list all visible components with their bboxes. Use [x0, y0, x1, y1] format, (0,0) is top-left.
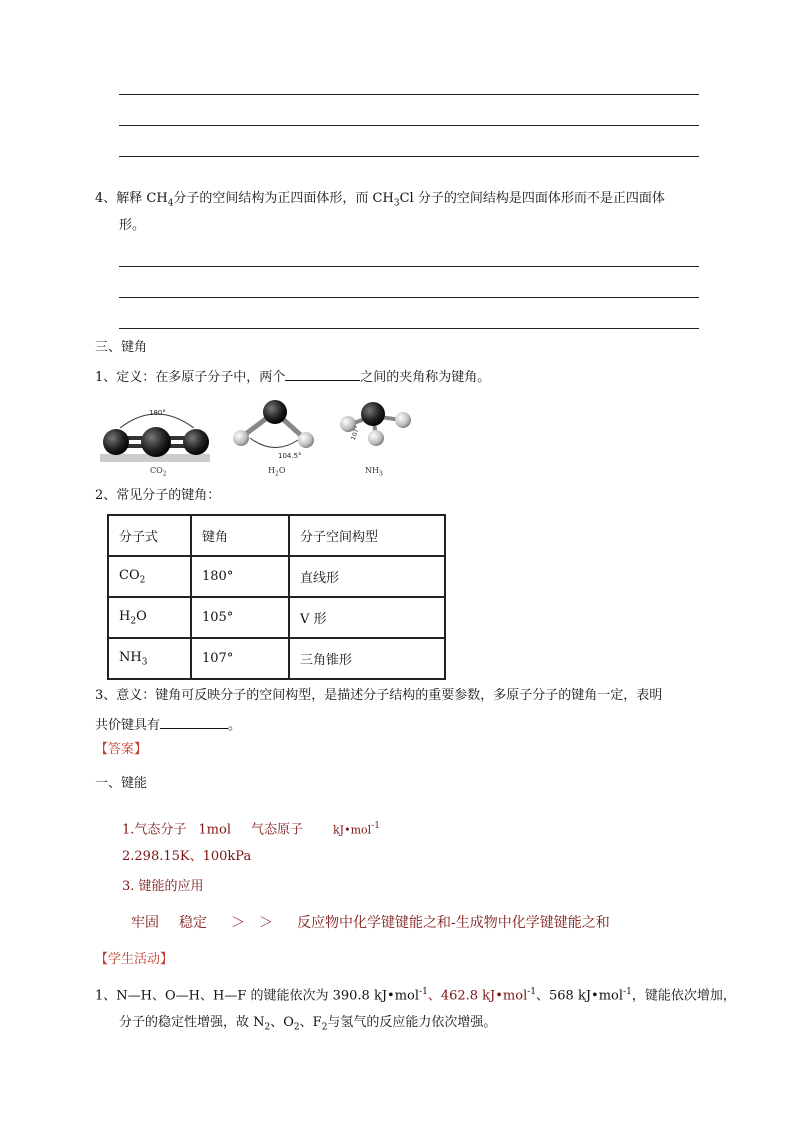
answer-1: 1.气态分子 1mol 气态原子 kJ•mol$^{-1}$: [122, 821, 380, 838]
nh3-angle-label: 107°: [349, 425, 362, 442]
shape-cell: V 形: [289, 597, 445, 638]
table-header-cell: 分子式: [108, 515, 191, 556]
co2-carbon: [141, 427, 171, 457]
angle-cell: 107°: [191, 638, 289, 679]
section-3-title: 三、键角: [95, 340, 148, 355]
question-4-cont: 形。: [119, 218, 146, 233]
co2-caption: $CO_2$: [150, 466, 167, 478]
activity-paragraph-2: 分子的稳定性增强，故 $N_2$、$O_2$、$F_2$与氢气的反应能力依次增强。: [119, 1015, 497, 1033]
answers-section-1: 一、键能: [95, 776, 148, 791]
answer-line-2[interactable]: [119, 125, 699, 126]
h2o-oxygen: [263, 400, 287, 424]
shape-cell: 直线形: [289, 556, 445, 597]
activity-heading: 【学生活动】: [95, 952, 174, 967]
answers-heading: 【答案】: [95, 742, 148, 757]
angle-cell: 180°: [191, 556, 289, 597]
table-header-cell: 键角: [191, 515, 289, 556]
h2o-hydrogen-right: [298, 432, 314, 448]
nh3-hydrogen-3: [368, 430, 384, 446]
answer-3: 3. 键能的应用: [122, 879, 204, 894]
angle-cell: 105°: [191, 597, 289, 638]
answer-line-1[interactable]: [119, 94, 699, 95]
answer-line-4[interactable]: [119, 266, 699, 267]
question-4: 4、解释 $CH_4$分子的空间结构为正四面体形，而 $CH_3Cl$ 分子的空间结构是四面体形而不是正四面体: [95, 191, 665, 209]
h2o-hydrogen-left: [233, 430, 249, 446]
h2o-molecule: [233, 400, 314, 448]
answer-line-6[interactable]: [119, 328, 699, 329]
formula-cell: $CO_2$: [108, 556, 191, 597]
molecule-figure: [98, 398, 418, 476]
activity-paragraph-1: 1、N—H、O—H、H—F 的键能依次为 390.8 kJ•mol$^{-1}$、462.8 kJ•mol$^{-1}$、568 kJ•mol$^{-1}$，键能依次增加，: [95, 987, 736, 1004]
definition-line: 1、定义：在多原子分子中，两个 之间的夹角称为键角。: [95, 366, 490, 387]
meaning-blank[interactable]: [160, 714, 228, 729]
nh3-nitrogen: [361, 402, 385, 426]
table-row: [108, 556, 445, 597]
table-row: [108, 597, 445, 638]
h2o-caption: $H_2O$: [268, 466, 286, 478]
nh3-caption: $NH_3$: [365, 466, 383, 478]
shape-cell: 三角锥形: [289, 638, 445, 679]
meaning-line-2: 共价键具有 。: [95, 714, 241, 735]
h2o-angle-label: 104.5°: [278, 452, 302, 460]
co2-angle-label: 180°: [149, 409, 166, 417]
answer-4: 牢固 稳定 ＞ ＞ 反应物中化学键键能之和-生成物中化学键键能之和: [131, 915, 610, 931]
table-title: 2、常见分子的键角：: [95, 488, 221, 503]
table-header-cell: 分子空间构型: [289, 515, 445, 556]
answer-2: 2.298.15K、100kPa: [122, 849, 252, 864]
table-row: [108, 638, 445, 679]
co2-oxygen-right: [183, 429, 209, 455]
table-header-row: [108, 515, 445, 556]
nh3-hydrogen-2: [395, 412, 411, 428]
answer-line-5[interactable]: [119, 297, 699, 298]
formula-cell: $H_2O$: [108, 597, 191, 638]
answer-line-3[interactable]: [119, 156, 699, 157]
definition-blank[interactable]: [285, 366, 360, 381]
co2-molecule: [103, 414, 209, 457]
formula-cell: $NH_3$: [108, 638, 191, 679]
co2-oxygen-left: [103, 429, 129, 455]
h2o-angle-arc: [250, 438, 298, 448]
meaning-line-1: 3、意义：键角可反映分子的空间构型，是描述分子结构的重要参数，多原子分子的键角一定，表明: [95, 688, 663, 703]
bond-angle-table: [107, 514, 446, 680]
